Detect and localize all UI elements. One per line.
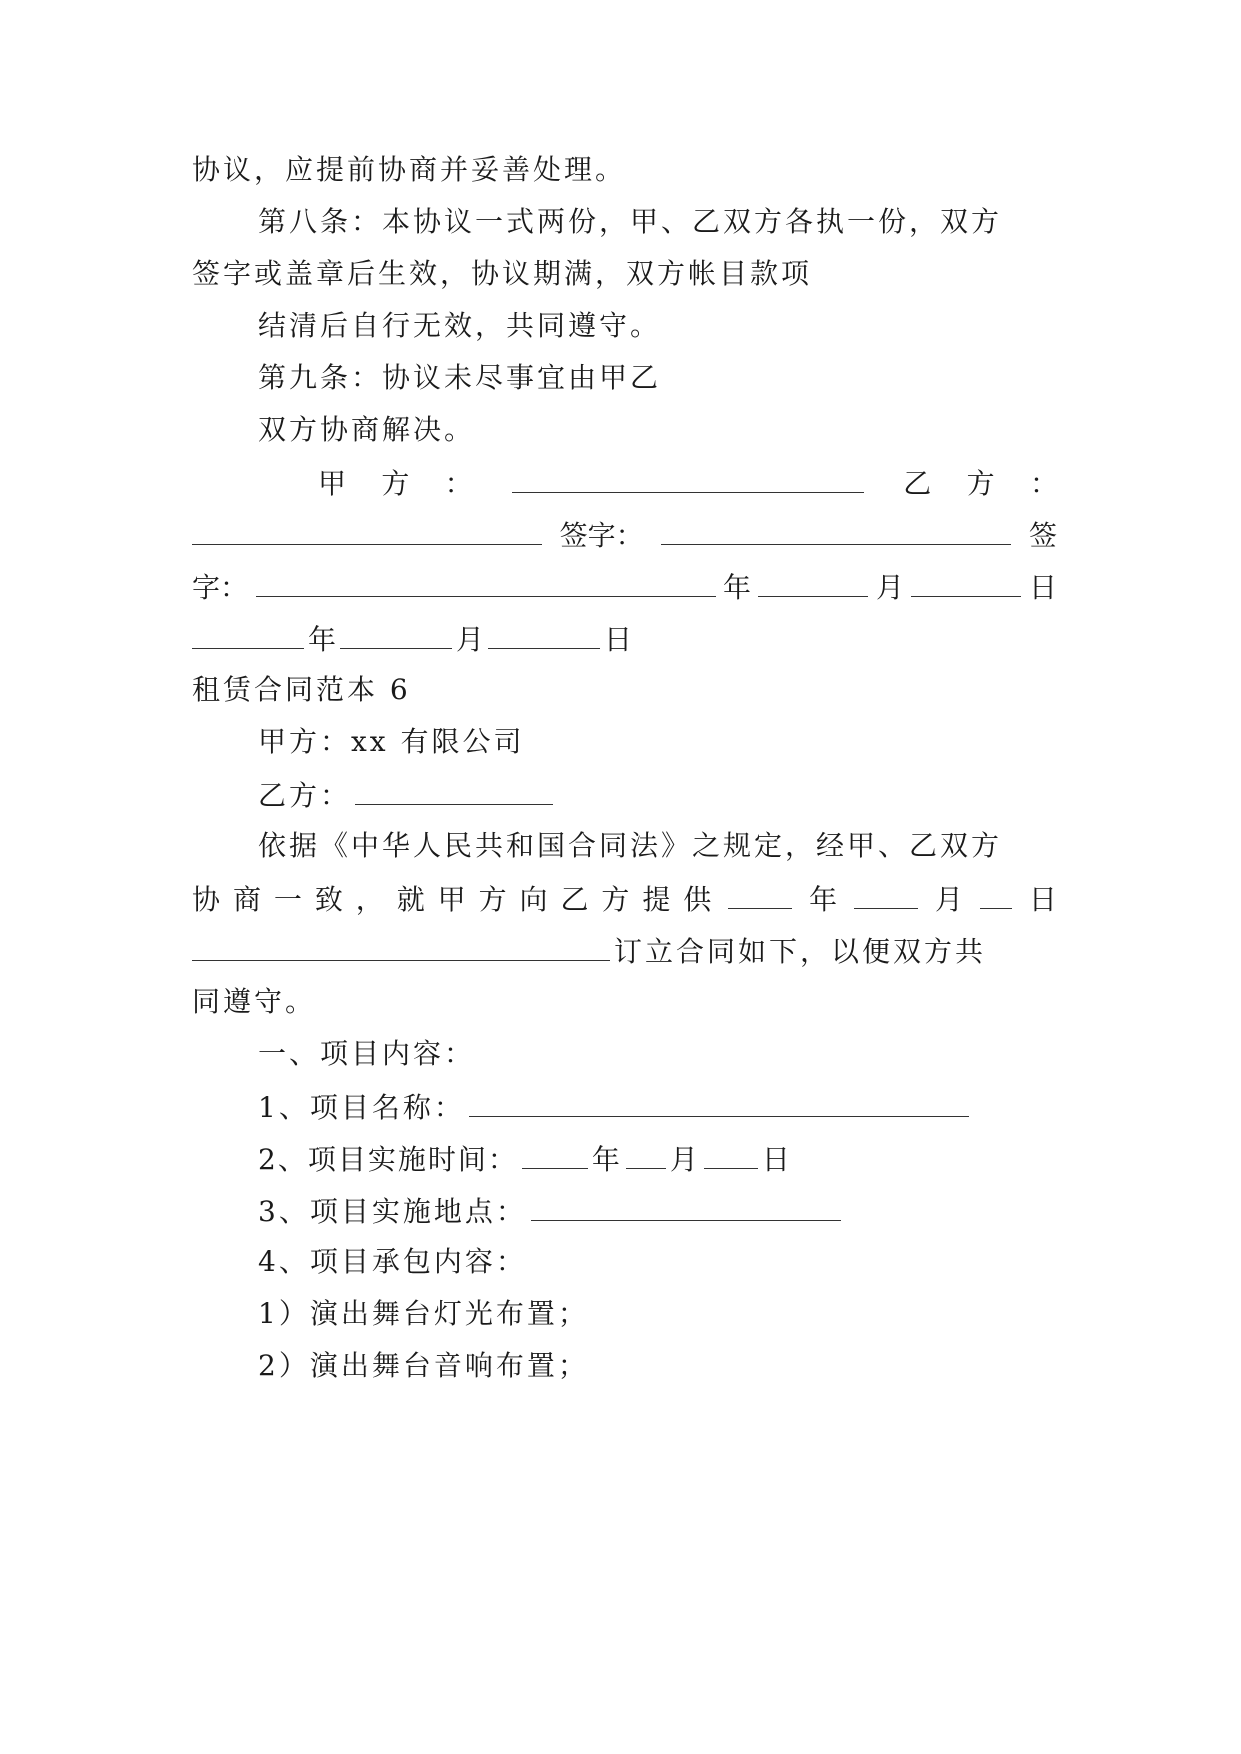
day-blank <box>704 1138 758 1169</box>
party-b-label: 乙方： <box>258 779 352 812</box>
day-blank <box>911 566 1021 597</box>
item-label: 3、项目实施地点： <box>258 1195 527 1228</box>
signature-row-date <box>192 566 1057 606</box>
sign-label: 字： <box>192 571 249 604</box>
day-label: 日 <box>1028 571 1057 604</box>
intro-char: 就 <box>396 883 425 916</box>
item-project-time <box>258 1138 1058 1178</box>
year-label: 年 <box>722 571 751 604</box>
month-blank <box>626 1138 666 1169</box>
intro-char: ， <box>355 883 384 916</box>
intro-char: 提 <box>642 883 671 916</box>
month-blank <box>854 878 918 909</box>
intro-char: 方 <box>478 883 507 916</box>
sign-char: 签 <box>1028 519 1057 552</box>
month-label: 月 <box>875 571 904 604</box>
intro-char: 商 <box>232 883 261 916</box>
item-project-location <box>258 1190 1058 1230</box>
party-a-line: 甲方：xx 有限公司 <box>258 725 525 758</box>
intro-tail: 订立合同如下，以便双方共 <box>614 935 987 968</box>
paragraph-line: 签字或盖章后生效，协议期满，双方帐目款项 <box>192 257 813 290</box>
intro-char: 协 <box>192 883 221 916</box>
intro-char: 甲 <box>437 883 466 916</box>
month-blank <box>758 566 868 597</box>
year-label: 年 <box>591 1143 622 1176</box>
content-blank <box>192 930 610 961</box>
paragraph-line: 双方协商解决。 <box>258 413 476 446</box>
intro-line <box>192 930 1057 970</box>
location-blank <box>531 1190 841 1221</box>
item-project-name <box>258 1086 1058 1126</box>
party-a-char: 甲 <box>318 467 347 500</box>
year-label: 年 <box>809 883 838 916</box>
day-blank <box>980 878 1012 909</box>
year-label: 年 <box>308 623 337 656</box>
month-label: 月 <box>669 1143 700 1176</box>
party-b-line <box>258 774 1058 814</box>
item-label: 2、项目实施时间： <box>258 1143 518 1176</box>
party-b-blank <box>355 774 553 805</box>
month-label: 月 <box>456 623 485 656</box>
intro-char: 一 <box>273 883 302 916</box>
article-8: 第八条：本协议一式两份，甲、乙双方各执一份，双方 <box>258 205 1003 238</box>
colon: ： <box>444 467 473 500</box>
intro-char: 向 <box>519 883 548 916</box>
signature-row-sign <box>192 514 1057 554</box>
party-b-char: 乙 <box>903 467 932 500</box>
intro-line: 同遵守。 <box>192 985 317 1018</box>
article-9: 第九条：协议未尽事宜由甲乙 <box>258 361 662 394</box>
party-a-blank <box>512 462 864 493</box>
item-project-content: 4、项目承包内容： <box>258 1245 527 1278</box>
sign-blank <box>661 514 1011 545</box>
month-blank <box>340 618 452 649</box>
item-label: 1、项目名称： <box>258 1091 465 1124</box>
party-b-blank <box>192 514 542 545</box>
sign-label: 签字： <box>559 519 644 552</box>
signature-row-date-2 <box>192 618 1057 658</box>
party-a-char: 方 <box>381 467 410 500</box>
day-label: 日 <box>761 1143 792 1176</box>
signature-row-parties <box>318 462 1058 502</box>
section-heading: 一、项目内容： <box>258 1037 476 1070</box>
party-b-char: 方 <box>966 467 995 500</box>
year-blank <box>522 1138 588 1169</box>
year-blank <box>728 878 792 909</box>
day-label: 日 <box>1028 883 1057 916</box>
day-blank <box>488 618 600 649</box>
sub-item: 1）演出舞台灯光布置； <box>258 1297 589 1330</box>
sign-blank <box>256 566 716 597</box>
sub-item: 2）演出舞台音响布置； <box>258 1349 589 1382</box>
intro-char: 方 <box>601 883 630 916</box>
intro-char: 致 <box>314 883 343 916</box>
paragraph-line: 协议，应提前协商并妥善处理。 <box>192 153 627 186</box>
intro-line: 依据《中华人民共和国合同法》之规定，经甲、乙双方 <box>258 829 1003 862</box>
colon: ： <box>1029 467 1058 500</box>
intro-char: 供 <box>683 883 712 916</box>
year-blank <box>192 618 304 649</box>
paragraph-line: 结清后自行无效，共同遵守。 <box>258 309 662 342</box>
contract-title: 租赁合同范本 6 <box>192 673 411 706</box>
intro-line-justified <box>192 878 1057 918</box>
project-name-blank <box>469 1086 969 1117</box>
month-label: 月 <box>934 883 963 916</box>
intro-char: 乙 <box>560 883 589 916</box>
day-label: 日 <box>604 623 633 656</box>
